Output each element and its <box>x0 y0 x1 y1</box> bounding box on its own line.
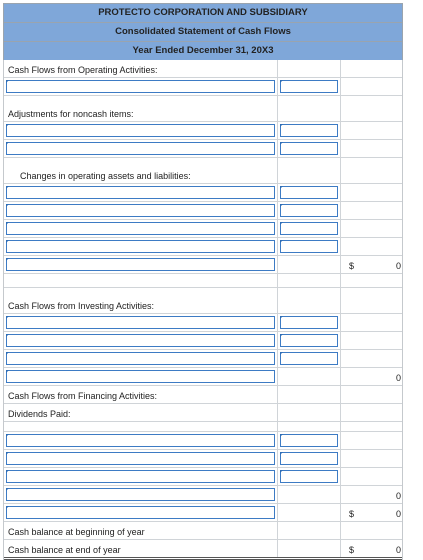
financing-amount-input[interactable] <box>280 452 338 465</box>
financing-amount-input[interactable] <box>280 434 338 447</box>
adjustment-row <box>4 122 402 140</box>
net-change-label-input[interactable] <box>6 506 275 519</box>
investing-total-value: 0 <box>395 373 401 383</box>
change-label-input[interactable] <box>6 240 275 253</box>
adjustments-row <box>4 96 402 122</box>
dividends-row <box>4 404 402 422</box>
end-balance-label: Cash balance at end of year <box>8 545 121 555</box>
operating-label-input[interactable] <box>6 80 275 93</box>
spacer-row <box>4 274 402 288</box>
end-balance-row <box>4 540 402 560</box>
financing-label-input[interactable] <box>6 470 275 483</box>
changes-row <box>4 158 402 184</box>
financing-row <box>4 432 402 450</box>
operating-total-value: 0 <box>395 261 401 271</box>
operating-amount-input[interactable] <box>280 80 338 93</box>
change-label-input[interactable] <box>6 186 275 199</box>
beginning-balance-row <box>4 522 402 540</box>
adjustments-label: Adjustments for noncash items: <box>8 109 134 119</box>
change-row <box>4 202 402 220</box>
investing-row <box>4 350 402 368</box>
adjustment-amount-input[interactable] <box>280 124 338 137</box>
adjustment-label-input[interactable] <box>6 142 275 155</box>
change-amount-input[interactable] <box>280 186 338 199</box>
investing-title-row <box>4 288 402 314</box>
investing-label-input[interactable] <box>6 352 275 365</box>
change-row <box>4 238 402 256</box>
change-amount-input[interactable] <box>280 222 338 235</box>
dividends-label: Dividends Paid: <box>8 409 71 419</box>
net-change-currency: $ <box>349 509 355 519</box>
financing-amount-input[interactable] <box>280 470 338 483</box>
statement-title: Consolidated Statement of Cash Flows <box>3 22 403 41</box>
end-balance-currency: $ <box>349 545 355 555</box>
end-balance-value: 0 <box>395 545 401 555</box>
operating-total-label-input[interactable] <box>6 258 275 271</box>
change-label-input[interactable] <box>6 204 275 217</box>
financing-title-row <box>4 386 402 404</box>
company-name: PROTECTO CORPORATION AND SUBSIDIARY <box>3 3 403 22</box>
financing-label-input[interactable] <box>6 452 275 465</box>
investing-label-input[interactable] <box>6 334 275 347</box>
financing-row <box>4 450 402 468</box>
investing-amount-input[interactable] <box>280 352 338 365</box>
investing-amount-input[interactable] <box>280 334 338 347</box>
spacer-row <box>4 422 402 432</box>
operating-title: Cash Flows from Operating Activities: <box>8 65 158 75</box>
adjustment-amount-input[interactable] <box>280 142 338 155</box>
statement-grid <box>3 60 403 560</box>
investing-title: Cash Flows from Investing Activities: <box>8 301 155 311</box>
financing-total-row <box>4 486 402 504</box>
changes-label: Changes in operating assets and liabilities: <box>20 171 191 181</box>
change-row <box>4 220 402 238</box>
adjustment-row <box>4 140 402 158</box>
change-row <box>4 184 402 202</box>
financing-total-value: 0 <box>395 491 401 501</box>
change-amount-input[interactable] <box>280 204 338 217</box>
net-change-row <box>4 504 402 522</box>
operating-total-currency: $ <box>349 261 355 271</box>
investing-total-row <box>4 368 402 386</box>
operating-net-income-row <box>4 78 402 96</box>
financing-row <box>4 468 402 486</box>
financing-title: Cash Flows from Financing Activities: <box>8 391 158 401</box>
operating-total-row <box>4 256 402 274</box>
financing-label-input[interactable] <box>6 434 275 447</box>
investing-row <box>4 332 402 350</box>
change-label-input[interactable] <box>6 222 275 235</box>
investing-total-label-input[interactable] <box>6 370 275 383</box>
operating-title-row <box>4 60 402 78</box>
statement-period: Year Ended December 31, 20X3 <box>3 41 403 60</box>
investing-label-input[interactable] <box>6 316 275 329</box>
investing-row <box>4 314 402 332</box>
cash-flow-statement <box>3 3 403 560</box>
investing-amount-input[interactable] <box>280 316 338 329</box>
change-amount-input[interactable] <box>280 240 338 253</box>
beginning-balance-label: Cash balance at beginning of year <box>8 527 145 537</box>
adjustment-label-input[interactable] <box>6 124 275 137</box>
net-change-value: 0 <box>395 509 401 519</box>
financing-total-label-input[interactable] <box>6 488 275 501</box>
